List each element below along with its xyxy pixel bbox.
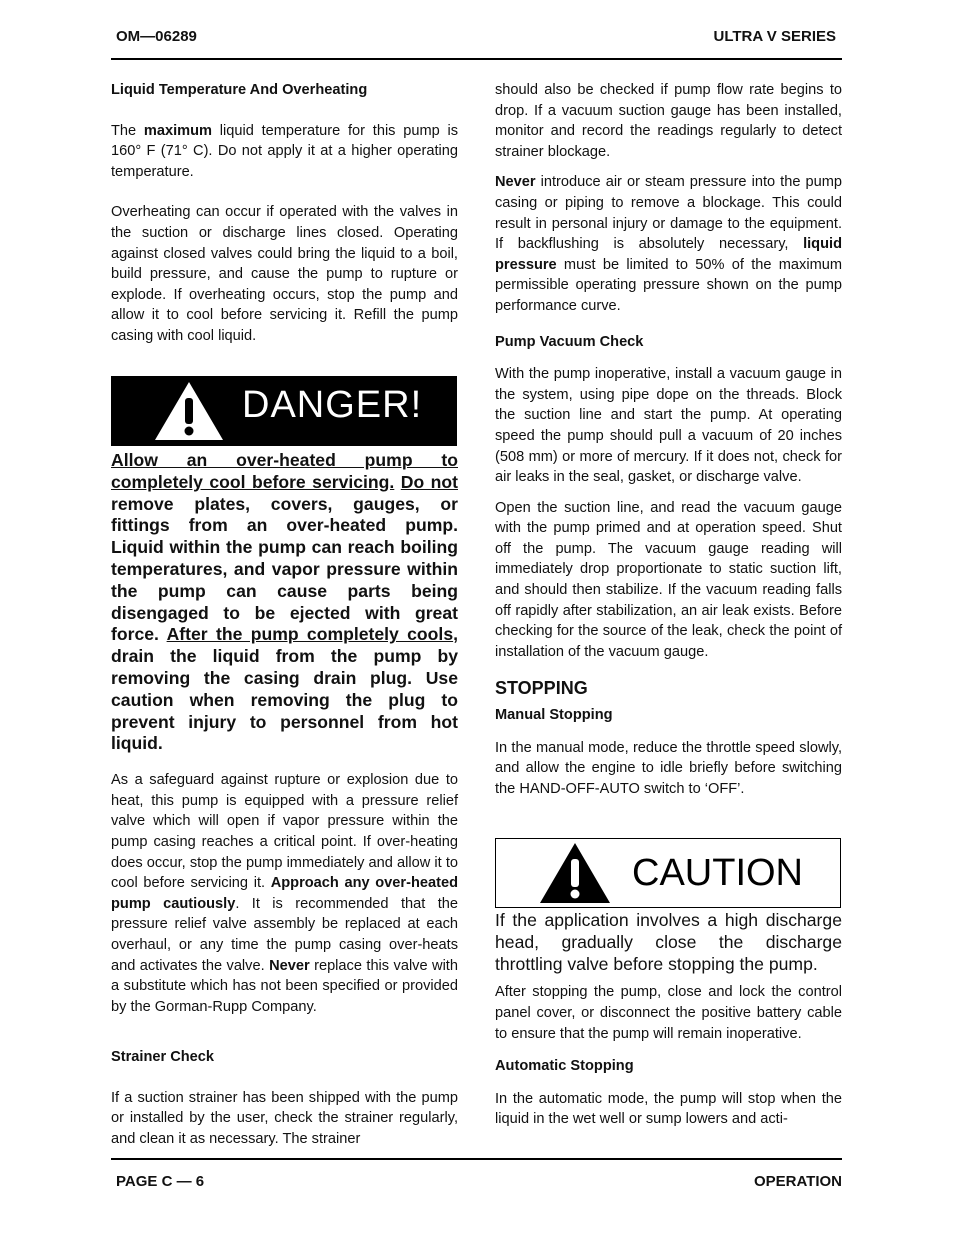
footer-rule — [111, 1158, 842, 1160]
warning-triangle-icon — [153, 380, 225, 442]
caution-banner — [495, 838, 841, 908]
text-span: must be limited to 50% of the maximum permissible operating pressure shown on the pump performance curve. — [495, 256, 842, 314]
bold-text: Never — [269, 957, 310, 974]
never-paragraph — [495, 172, 842, 316]
vacuum-paragraph-2: Open the suction line, and read the vacuum gauge with the pump primed and at operation speed. Shut off the pump. The vacuum gauge reading will immediately drop proportionate to static suction lift, and should then stabilize. If the vacuum reading falls off rapidly after stabilization, an air leak exists. Before checking for the source of the leak, check the point of installation of the vacuum gauge. — [495, 499, 842, 660]
bold-text: Never — [495, 174, 536, 191]
underlined-text: Allow an over-heated pump to completely cool before servicing. — [111, 450, 458, 492]
automatic-paragraph: In the automatic mode, the pump will stop when the liquid in the wet well or sump lowers and acti- — [495, 1090, 842, 1128]
strainer-continued-paragraph: should also be checked if pump flow rate begins to drop. If a vacuum suction gauge has been installed, monitor and record the readings regularly to detect strainer blockage. — [495, 82, 842, 160]
caution-warning-text: If the application involves a high discharge head, gradually close the discharge throttling valve before stopping the pump. — [495, 910, 842, 974]
page-number: PAGE C — 6 — [116, 1173, 205, 1190]
danger-banner — [111, 376, 457, 446]
header-rule — [111, 58, 842, 60]
text-span: As a safeguard against rupture or explosion due to heat, this pump is equipped with a pressure relief valve which will open if vapor pressure within the pump casing reaches a critical point. If over-heating does occur, stop the pump immediately and allow it to cool before servicing it. — [111, 772, 458, 892]
heading-manual-stopping: Manual Stopping — [495, 707, 613, 724]
heading-strainer-check: Strainer Check — [111, 1049, 215, 1066]
left-column-bottom — [111, 450, 458, 1150]
overheating-paragraph: Overheating can occur if operated with the valves in the suction or discharge lines closed. Operating against closed valves could bring the liquid to a boil, build pressure, and cause the pump to rupture or explode. If overheating occurs, stop the pump and allow it to cool before servicing it. Refill the pump casing with cool liquid. — [111, 204, 458, 344]
heading-stopping: STOPPING — [495, 678, 588, 699]
text-span: . It is recommended that the pressure relief valve assembly be replaced at each overhaul, or any time the pump casing over-heats and activates the valve. — [111, 895, 458, 974]
heading-liquid-temperature: Liquid Temperature And Overheating — [111, 82, 368, 98]
after-stopping-paragraph: After stopping the pump, close and lock the control panel cover, or disconnect the positive battery cable to ensure that the pump will remain inoperative. — [495, 984, 842, 1042]
underlined-text: Do not — [400, 471, 458, 492]
heading-automatic-stopping: Automatic Stopping — [495, 1058, 634, 1075]
document-number: OM—06289 — [116, 28, 197, 45]
danger-label: DANGER! — [242, 384, 423, 426]
text-span: remove plates, covers, gauges, or fittings from an over-heated pump. Liquid within the pump can reach boiling temperatures, and vapor pressure within the pump can cause parts being disengaged to be ejected with great force. — [111, 493, 458, 645]
bold-text: Approach any over-heated pump cautiously — [111, 875, 458, 912]
text-span: replace this valve with a substitute which has not been specified or provided by the Gorman-Rupp Company. — [111, 957, 458, 1015]
underlined-text: After the pump completely cools — [166, 624, 454, 645]
bold-text: liquid pressure — [495, 236, 842, 273]
section-name: OPERATION — [753, 1173, 842, 1190]
vacuum-paragraph-1: With the pump inoperative, install a vacuum gauge in the system, using pipe dope on the threads. Block the suction line and start the pump. At operating speed the pump should pull a vacuum of 20 inches (508 mm) or more of mercury. If it does not, check for air leaks in the seal, gasket, or discharge valve. — [495, 366, 842, 486]
text-span: liquid temperature for this pump is 160° F (71° C). Do not apply it at a higher operating temperature. — [111, 122, 459, 180]
warning-triangle-icon — [538, 841, 612, 905]
right-column-top — [495, 80, 842, 799]
danger-warning-text — [111, 450, 458, 755]
text-span: The — [111, 122, 144, 139]
series-title: ULTRA V SERIES — [713, 28, 836, 45]
safeguard-paragraph — [111, 770, 458, 1017]
manual-paragraph: In the manual mode, reduce the throttle speed slowly, and allow the engine to idle briefly before switching the HAND-OFF-AUTO switch to ‘OFF’. — [495, 739, 842, 797]
right-column-bottom — [495, 910, 842, 1130]
bold-maximum: maximum — [143, 122, 213, 139]
left-column-top — [111, 80, 458, 347]
text-span: introduce air or steam pressure into the pump casing or piping to remove a blockage. This could result in personal injury or damage to the equipment. If backflushing is absolutely necessary, — [495, 174, 842, 253]
caution-label: CAUTION — [632, 852, 803, 894]
temperature-paragraph — [111, 121, 458, 183]
heading-pump-vacuum-check: Pump Vacuum Check — [495, 333, 644, 350]
strainer-paragraph: If a suction strainer has been shipped with the pump or installed by the user, check the strainer regularly, and clean it as necessary. The strainer — [111, 1089, 458, 1148]
text-span: , drain the liquid from the pump by removing the casing drain plug. Use caution when removing the plug to prevent injury to personnel from hot liquid. — [111, 624, 458, 754]
